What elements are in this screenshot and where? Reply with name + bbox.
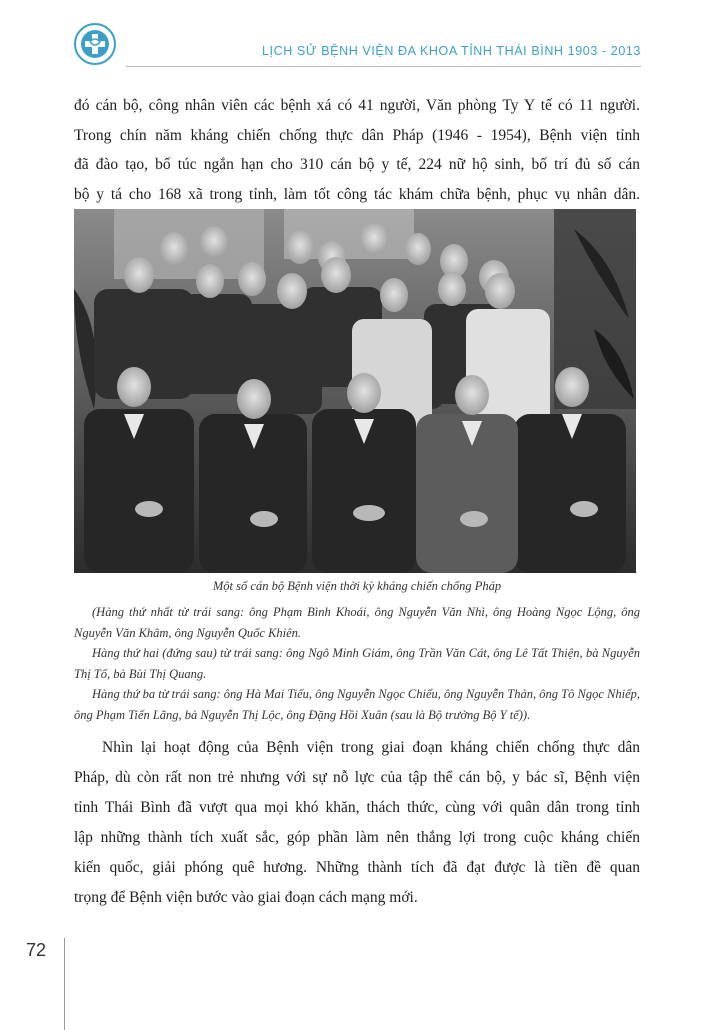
names-row-1: (Hàng thứ nhất từ trái sang: ông Phạm Bình Khoái, ông Nguyễn Văn Nhì, ông Hoàng Ngọc Lộng, ông Nguyễn Văn Khâm, ông Nguyễn Quốc Khiên. — [74, 605, 640, 640]
intro-line: đó cán bộ, công nhân viên các bệnh xá có 41 người, Văn phòng Ty Y tế có 11 người. — [74, 97, 640, 114]
closing-line: Nhìn lại hoạt động của Bệnh viện trong giai đoạn kháng chiến chống thực dân — [102, 739, 640, 756]
intro-line: đã đào tạo, bổ túc ngắn hạn cho 310 cán bộ y tế, 224 nữ hộ sinh, bố trí đủ số cán — [74, 156, 640, 173]
running-header-title: LỊCH SỬ BỆNH VIỆN ĐA KHOA TỈNH THÁI BÌNH 1903 - 2013 — [261, 44, 641, 58]
closing-line: Pháp, dù còn rất non trẻ nhưng với sự nỗ lực của tập thể cán bộ, y bác sĩ, Bệnh viện — [74, 769, 640, 786]
closing-line: trọng để Bệnh viện bước vào giai đoạn cách mạng mới. — [74, 889, 418, 906]
intro-line: bộ y tá cho 168 xã trong tỉnh, làm tốt công tác khám chữa bệnh, phục vụ nhân dân. — [74, 185, 640, 203]
page-number-divider — [64, 938, 65, 1030]
intro-paragraph — [74, 91, 640, 209]
names-row-2: Hàng thứ hai (đứng sau) từ trái sang: ông Ngô Minh Giám, ông Trần Văn Cát, ông Lê Tất Thiện, bà Nguyễn Thị Tố, bà Bùi Thị Quang. — [74, 646, 640, 681]
closing-line: lập những thành tích xuất sắc, góp phần làm nên thắng lợi trong cuộc kháng chiến — [74, 829, 640, 846]
closing-line: tỉnh Thái Bình đã vượt qua mọi khó khăn, thách thức, cùng với quân dân trong tỉnh — [74, 799, 640, 816]
names-row-3: Hàng thứ ba từ trái sang: ông Hà Mai Tiếu, ông Nguyễn Ngọc Chiểu, ông Nguyễn Thản, ông Tô Ngọc Nhiếp, ông Phạm Tiến Lãng, bà Nguyễn Thị Lộc, ông Đặng Hồi Xuân (sau là Bộ trưởng Bộ Y tế)). — [74, 687, 640, 722]
closing-paragraph — [74, 733, 640, 913]
page-number: 72 — [26, 940, 47, 960]
photo-names-list — [74, 602, 640, 725]
intro-line: Trong chín năm kháng chiến chống thực dân Pháp (1946 - 1954), Bệnh viện tỉnh — [74, 126, 640, 144]
header-divider — [126, 66, 641, 67]
group-photo — [74, 209, 636, 573]
photo-caption: Một số cán bộ Bệnh viện thời kỳ kháng chiến chống Pháp — [212, 579, 502, 593]
closing-line: kiến quốc, giải phóng quê hương. Những thành tích đã đạt được là tiền đề quan — [74, 859, 640, 876]
hospital-logo-icon — [73, 22, 117, 66]
